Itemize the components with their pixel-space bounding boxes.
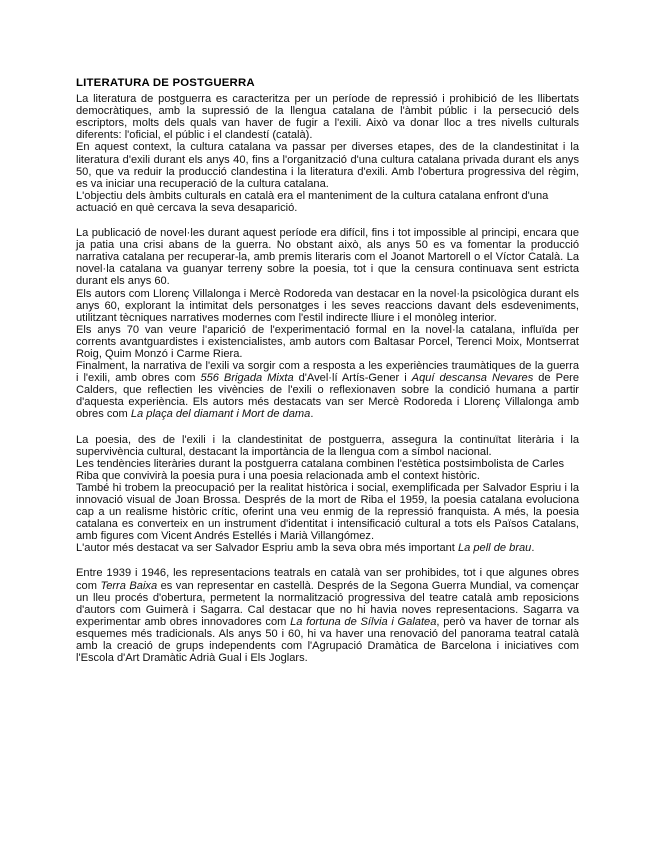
text-run: L'autor més destacat va ser Salvador Espriu amb la seva obra més important <box>76 542 458 555</box>
section-gap <box>76 214 579 227</box>
poetry-paragraph-3: També hi trobem la preocupació per la realitat històrica i social, exemplificada per Salvador Espriu i la innovació visual de Joan Brossa. Després de la mort de Riba el 1959, la poesia catalana evoluciona cap a un realisme històric crític, oferint una veu enmig de la repressió franquista. A més, la poesia catalana es converteix en un instrument d'identitat i intensificació cultural a tots els Països Catalans, amb figures com Vicent Andrés Estellés i Marià Villangómez. <box>76 481 579 543</box>
intro-paragraph-1: La literatura de postguerra es caracteritza per un període de repressió i prohibició de les llibertats democràtiques, amb la supressió de la llengua catalana de l'àmbit públic i la persecució dels escriptors, molts dels quals van haver de fugir a l'exili. Això va donar lloc a tres nivells culturals diferents: l'oficial, el públic i el clandestí (català). <box>76 93 579 142</box>
intro-paragraph-3: L'objectiu dels àmbits culturals en català era el manteniment de la cultura catalana enfront d'una actuació en què cercava la seva desaparició. <box>76 189 549 214</box>
text-run: d'Avel·lí Artís-Gener i <box>293 372 412 385</box>
poetry-paragraph-2: Les tendències literàries durant la postguerra catalana combinen l'estètica postsimbolista de Carles Riba que convivirà la poesia pura i una poesia relacionada amb el context històric. <box>76 457 565 482</box>
work-title: La pell de brau <box>457 542 532 555</box>
text-run: , però va haver de tornar als esquemes més tradicionals. Als anys 50 i 60, hi va haver una renovació del panorama teatral català amb la creació de grups independents com l'Agrupació Dramàtica de Barcelona i iniciatives com l'Escola d'Art Dramàtic Adrià Gual i Els Joglars. <box>76 615 580 665</box>
document-page <box>76 77 579 664</box>
section-novel <box>76 227 579 421</box>
work-title: Aquí descansa Nevares <box>411 372 534 385</box>
novel-paragraph-4 <box>76 360 579 420</box>
text-run: de Pere Calders, que reflectien les vivències de l'exili o reflexionaven sobre la condició humana a partir d'aquesta experiència. Els autors més destacats van ser Mercè Rodoreda i Llorenç Villalonga amb obres com <box>76 372 579 421</box>
section-gap <box>76 554 579 567</box>
poetry-paragraph-4 <box>76 542 579 554</box>
text-run: Finalment, la narrativa de l'exili va sorgir com a resposta a les experiències traumàtiques de la guerra i l'exili, amb obres com <box>76 360 579 385</box>
intro-paragraph-2: En aquest context, la cultura catalana va passar per diverses etapes, des de la clandestinitat i la literatura d'exili durant els anys 40, fins a l'organització d'una cultura catalana privada durant els anys 50, que va reduir la producció clandestina i la literatura d'exili. Amb l'obertura progressiva del règim, es va iniciar una recuperació de la cultura catalana. <box>76 141 579 190</box>
section-theatre <box>76 567 579 664</box>
document-title: LITERATURA DE POSTGUERRA <box>76 77 255 89</box>
work-title: Terra Baixa <box>100 579 158 592</box>
text-run: . <box>310 408 314 421</box>
section-gap <box>76 421 579 434</box>
text-run: es van representar en castellà. Després de la Segona Guerra Mundial, va començar un lleu procés d'obertura, permetent la normalització progressiva del teatre català amb reposicions d'autors com Guimerà i Sagarra. Cal destacar que no hi havia noves representacions. Sagarra va experimentar amb obres innovadores com <box>76 579 579 628</box>
novel-paragraph-3: Els anys 70 van veure l'aparició de l'experimentació formal en la novel·la catalana, influïda per corrents avantguardistes i existencialistes, amb autors com Baltasar Porcel, Terenci Moix, Montserrat Roig, Quim Monzó i Carme Riera. <box>76 323 579 360</box>
novel-paragraph-2: Els autors com Llorenç Villalonga i Mercè Rodoreda van destacar en la novel·la psicològica durant els anys 60, explorant la intimitat dels personatges i les seves reaccions davant dels esdeveniments, utilitzant tècniques narratives modernes com l'estil indirecte lliure i el monòleg interior. <box>76 287 579 324</box>
text-run: . <box>531 542 535 555</box>
poetry-paragraph-1: La poesia, des de l'exili i la clandestinitat de postguerra, assegura la continuïtat literària i la supervivència cultural, destacant la importància de la llengua com a símbol nacional. <box>76 433 579 458</box>
novel-paragraph-1: La publicació de novel·les durant aquest període era difícil, fins i tot impossible al principi, encara que ja patia una crisi abans de la guerra. No obstant això, als anys 50 es va fomentar la producció narrativa catalana per recuperar-la, amb premis literaris com el Joanot Martorell o el Víctor Català. La novel·la catalana va guanyar terreny sobre la poesia, tot i que la censura continuava sent estricta durant els anys 60. <box>76 227 579 288</box>
work-title: La plaça del diamant i Mort de dama <box>130 408 311 421</box>
work-title: La fortuna de Sílvia i Galatea <box>290 615 437 628</box>
text-run: Entre 1939 i 1946, les representacions teatrals en català van ser prohibides, tot i que algunes obres com <box>76 567 579 592</box>
section-poetry <box>76 434 579 555</box>
section-intro <box>76 93 579 214</box>
work-title: 556 Brigada Mixta <box>200 372 294 385</box>
theatre-paragraph-1 <box>76 567 579 664</box>
